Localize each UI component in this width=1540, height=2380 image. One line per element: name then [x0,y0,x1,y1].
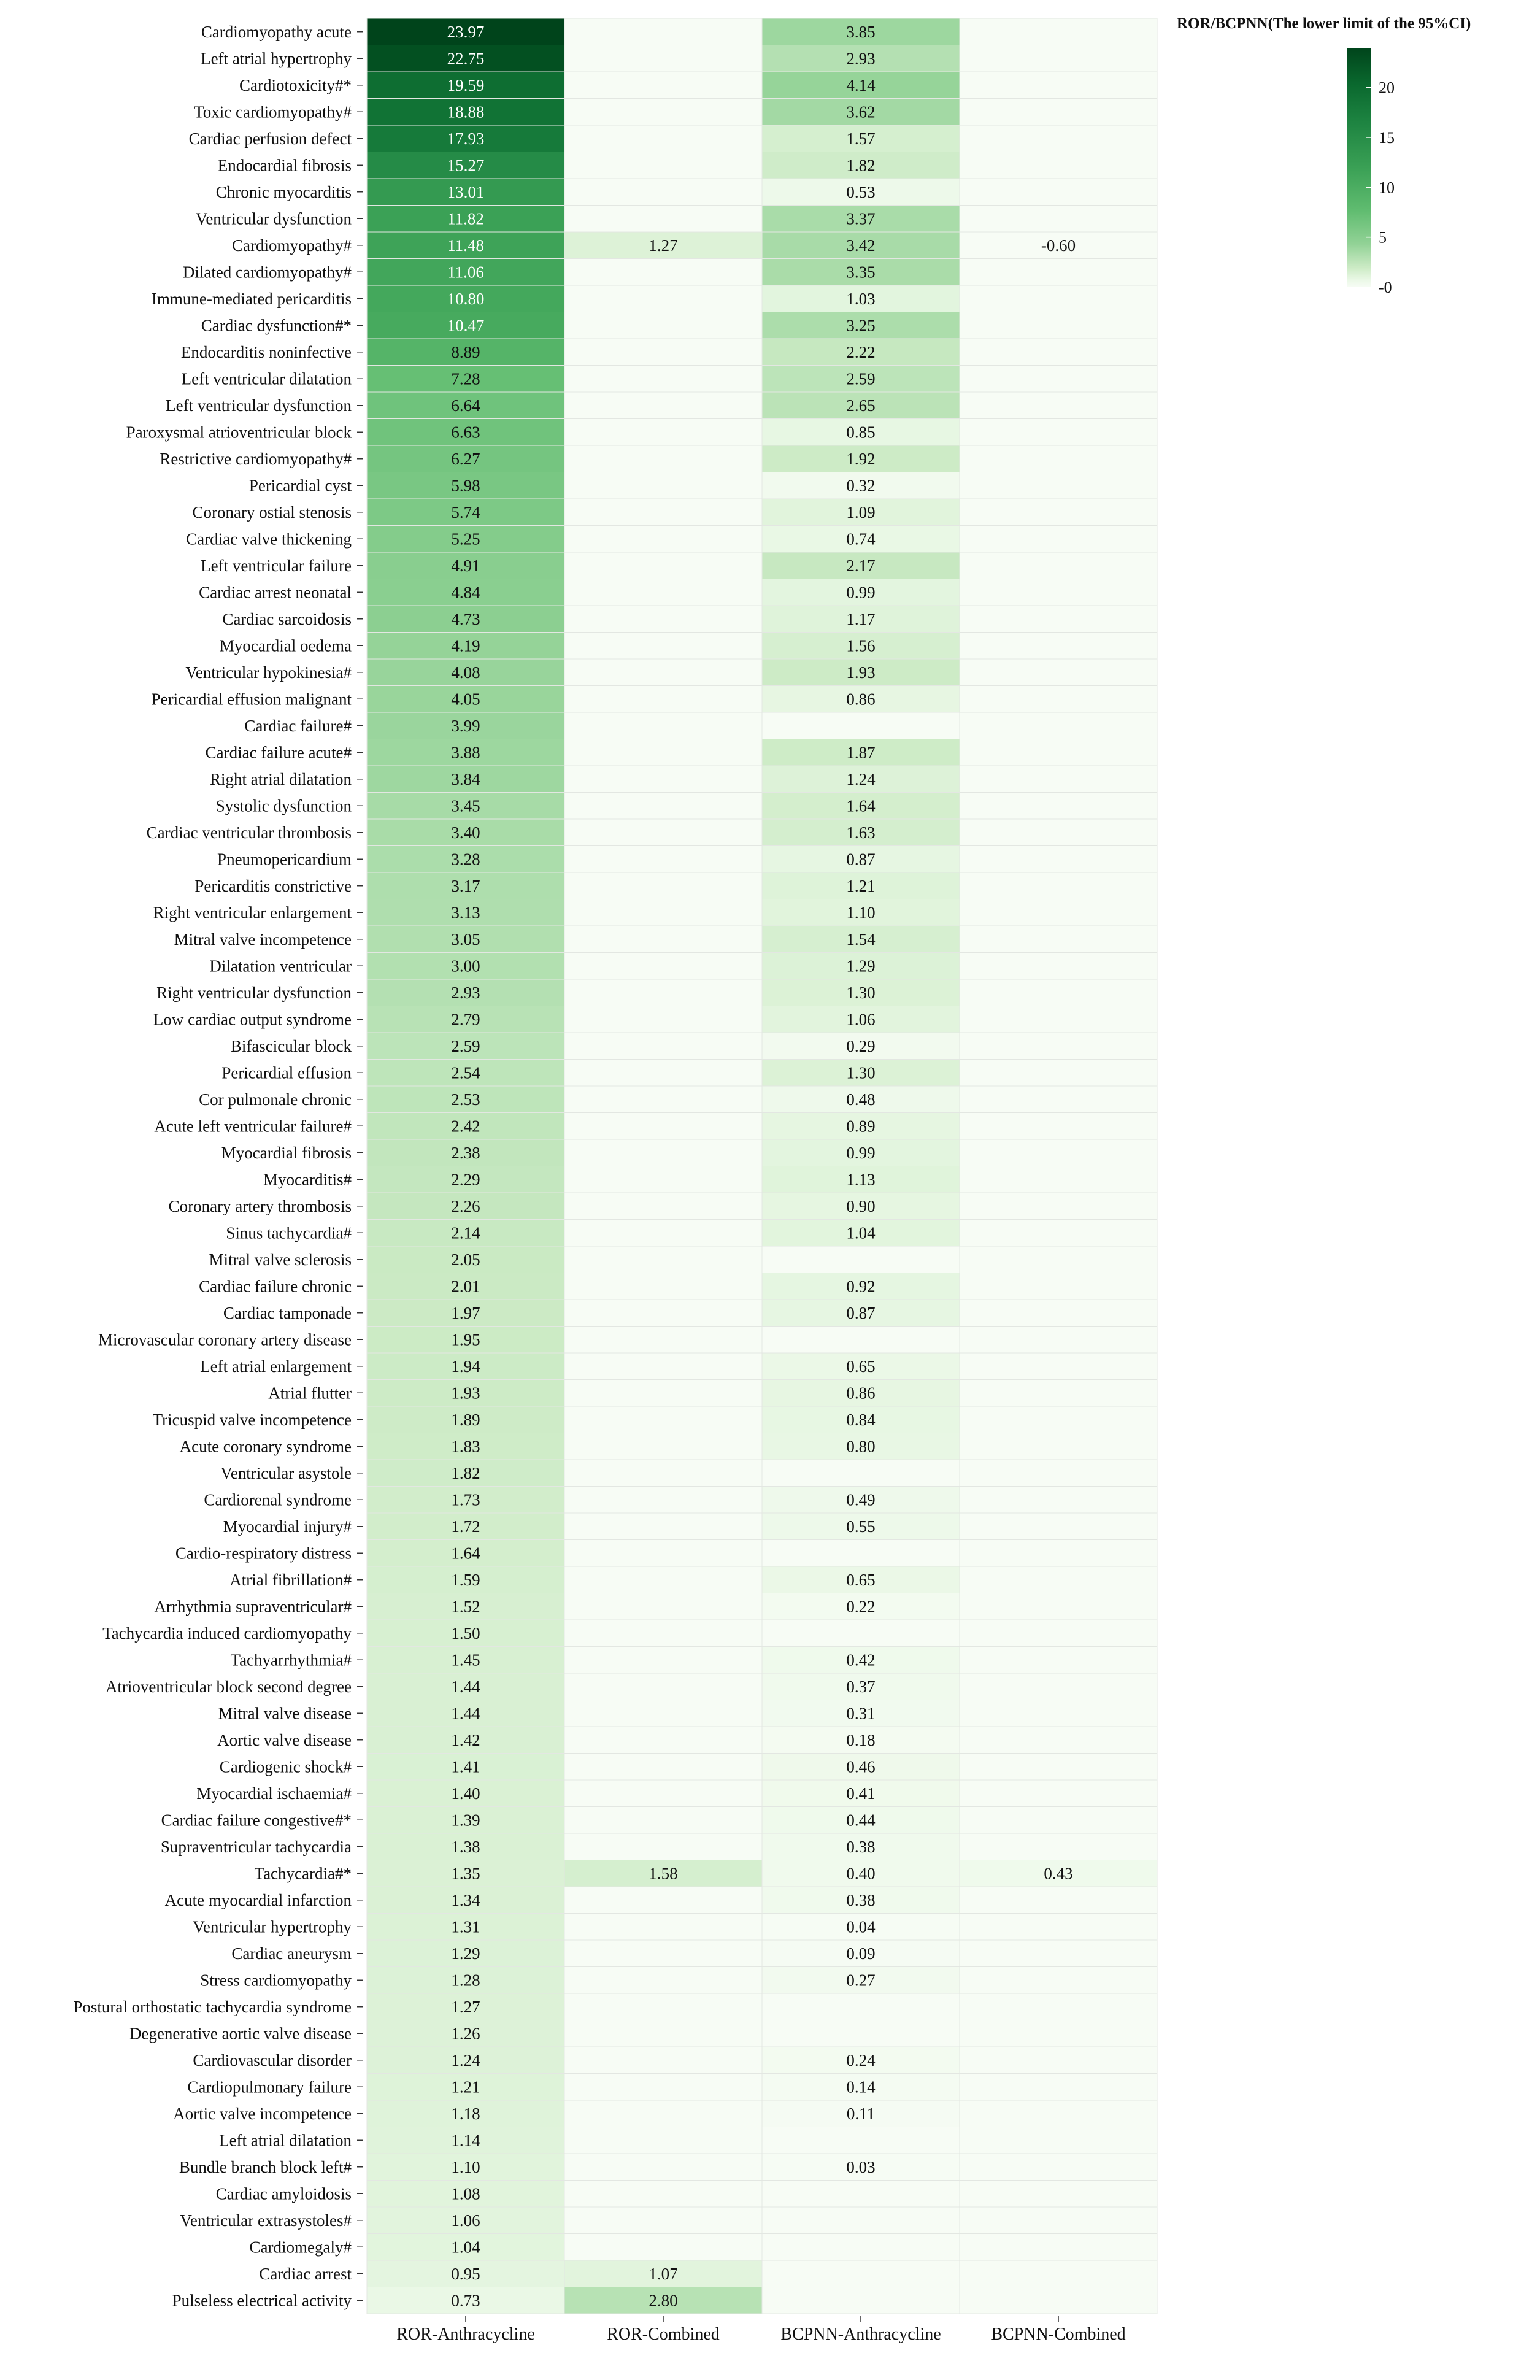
row-label: Bifascicular block [230,1036,352,1055]
cell-value: 1.30 [846,983,876,1002]
cell-value: 1.18 [451,2104,480,2123]
row-label: Aortic valve incompetence [173,2104,352,2123]
row-label: Cardiac failure congestive#* [161,1811,352,1830]
row-label: Immune-mediated pericarditis [151,289,352,308]
cell-value: 1.95 [451,1330,480,1349]
cell-value: 1.38 [451,1837,480,1856]
row-label: Mitral valve disease [218,1704,352,1723]
cell-value: 0.86 [846,1384,876,1403]
cell-value: 11.82 [447,209,484,228]
cell-value: 17.93 [447,129,485,148]
cell-value: -0.60 [1041,236,1076,255]
cell-value: 1.82 [451,1463,480,1482]
cell-value: 2.59 [451,1036,480,1055]
row-label: Mitral valve incompetence [174,930,352,949]
cell-value: 0.03 [846,2157,876,2176]
cell-value: 19.59 [447,75,485,94]
row-label: Cardiogenic shock# [219,1757,352,1776]
row-label: Atrial fibrillation# [229,1570,352,1589]
row-label: Atrial flutter [268,1384,352,1403]
cell-value: 1.42 [451,1730,480,1749]
row-label: Pulseless electrical activity [172,2291,352,2310]
cell-value: 0.99 [846,583,876,602]
colorbar-tick-label: 5 [1379,228,1387,247]
cell-value: 1.58 [649,1864,678,1883]
cell-value: 0.65 [846,1357,876,1376]
row-label: Stress cardiomyopathy [200,1971,352,1990]
cell-value: 0.42 [846,1650,876,1669]
row-label: Pericardial effusion malignant [151,690,352,709]
row-label: Paroxysmal atrioventricular block [126,423,352,442]
cell-value: 1.35 [451,1864,480,1883]
cell-value: 1.44 [451,1677,480,1696]
cell-value: 3.88 [451,743,480,762]
row-label: Cardiac valve thickening [186,530,352,549]
cell-value: 0.74 [846,530,876,549]
cell-value: 1.45 [451,1650,480,1669]
cell-value: 1.13 [846,1170,876,1189]
row-label: Coronary artery thrombosis [168,1196,352,1215]
cell-value: 4.08 [451,663,480,682]
row-label: Cardiac failure acute# [205,743,352,762]
cell-value: 0.11 [846,2104,876,2123]
cell-value: 1.29 [451,1944,480,1963]
cell-value: 10.47 [447,316,485,335]
cell-value: 0.27 [846,1971,876,1990]
row-label: Atrioventricular block second degree [105,1677,352,1696]
row-label: Myocardial fibrosis [221,1143,352,1162]
cell-value: 0.41 [846,1784,876,1803]
colorbar-tick-label: 10 [1379,179,1395,197]
row-label: Chronic myocarditis [215,182,352,201]
cell-value: 0.87 [846,1303,876,1322]
column-label: BCPNN-Anthracycline [780,2325,941,2344]
row-label: Coronary ostial stenosis [192,503,352,522]
cell-value: 1.94 [451,1357,480,1376]
row-label: Tachycardia#* [254,1864,352,1883]
cell-value: 1.31 [451,1917,480,1936]
cell-value: 1.39 [451,1811,480,1830]
row-label: Cardiovascular disorder [193,2051,352,2070]
cell-value: 0.18 [846,1730,876,1749]
cell-value: 1.73 [451,1490,480,1509]
cell-value: 6.63 [451,423,480,442]
row-label: Cardiac tamponade [223,1303,352,1322]
cell-value: 2.05 [451,1250,480,1269]
row-label: Right ventricular enlargement [153,903,352,922]
row-label: Cardiac aneurysm [231,1944,352,1963]
cell-value: 1.04 [846,1223,876,1242]
cell-value: 23.97 [447,22,485,41]
row-label: Cardiomyopathy# [232,236,352,255]
cell-value: 3.40 [451,823,480,842]
cell-value: 2.80 [649,2291,678,2310]
colorbar-title: ROR/BCPNN(The lower limit of the 95%CI) [1177,15,1471,32]
cell-value: 4.19 [451,636,480,655]
row-label: Cardio-respiratory distress [175,1544,352,1563]
cell-value: 1.50 [451,1623,480,1643]
cell-value: 11.48 [447,236,484,255]
cell-value: 4.05 [451,690,480,709]
cell-value: 0.49 [846,1490,876,1509]
row-label: Left atrial enlargement [200,1357,352,1376]
row-label: Low cardiac output syndrome [153,1010,352,1029]
cell-value: 18.88 [447,102,485,121]
cell-value: 2.29 [451,1170,480,1189]
row-label: Ventricular dysfunction [195,209,352,228]
row-label: Myocardial ischaemia# [196,1784,352,1803]
row-label: Acute coronary syndrome [179,1437,352,1456]
cell-value: 13.01 [447,182,485,201]
row-label: Cardiac sarcoidosis [222,609,352,628]
row-label: Cardiorenal syndrome [204,1490,352,1509]
cell-value: 15.27 [447,156,485,175]
row-label: Systolic dysfunction [215,796,352,815]
cell-value: 3.28 [451,850,480,869]
cell-value: 0.85 [846,423,876,442]
row-label: Myocardial injury# [223,1517,352,1536]
cell-value: 0.32 [846,476,876,495]
row-label: Arrhythmia supraventricular# [154,1597,352,1616]
row-label: Dilated cardiomyopathy# [182,263,352,282]
row-label: Degenerative aortic valve disease [129,2024,352,2043]
row-label: Pericardial effusion [221,1063,352,1082]
cell-value: 3.85 [846,22,876,41]
row-label: Ventricular hypertrophy [193,1917,352,1936]
cell-value: 2.54 [451,1063,480,1082]
cell-value: 2.26 [451,1196,480,1215]
cell-value: 1.41 [451,1757,480,1776]
cell-value: 3.45 [451,796,480,815]
cell-value: 0.90 [846,1196,876,1215]
cell-value: 7.28 [451,369,480,388]
cell-value: 6.64 [451,396,480,415]
row-label: Cardiac failure# [244,716,352,735]
row-label: Myocardial oedema [219,636,352,655]
colorbar-tick-label: 15 [1379,128,1395,147]
cell-value: 1.07 [649,2264,678,2283]
cell-value: 1.30 [846,1063,876,1082]
cell-value: 1.72 [451,1517,480,1536]
cell-value: 0.95 [451,2264,480,2283]
cell-value: 1.21 [451,2078,480,2097]
cell-value: 1.64 [846,796,876,815]
cell-value: 4.84 [451,583,480,602]
row-label: Cardiac arrest [259,2264,352,2283]
cell-value: 10.80 [447,289,485,308]
cell-value: 3.13 [451,903,480,922]
cell-value: 3.25 [846,316,876,335]
cell-value: 2.79 [451,1010,480,1029]
cell-value: 0.44 [846,1811,876,1830]
cell-value: 1.06 [451,2211,480,2230]
cell-value: 22.75 [447,49,485,68]
cell-value: 1.44 [451,1704,480,1723]
row-label: Mitral valve sclerosis [209,1250,352,1269]
cell-value: 8.89 [451,342,480,361]
row-label: Left atrial dilatation [219,2131,352,2150]
cell-value: 1.40 [451,1784,480,1803]
cell-value: 1.14 [451,2131,480,2150]
row-label: Restrictive cardiomyopathy# [160,449,352,468]
cell-value: 1.27 [451,1997,480,2016]
cell-value: 2.17 [846,556,876,575]
cell-value: 1.54 [846,930,876,949]
row-label: Endocardial fibrosis [217,156,352,175]
row-label: Cardiopulmonary failure [187,2078,352,2097]
cell-value: 1.93 [451,1384,480,1403]
colorbar-tick-label: 20 [1379,79,1395,97]
cell-value: 1.52 [451,1597,480,1616]
row-label: Pericarditis constrictive [194,876,352,895]
row-label: Aortic valve disease [217,1730,352,1749]
cell-value: 1.03 [846,289,876,308]
cell-value: 0.22 [846,1597,876,1616]
cell-value: 1.26 [451,2024,480,2043]
row-label: Tachyarrhythmia# [230,1650,352,1669]
row-label: Cardiomegaly# [249,2238,352,2257]
cell-value: 1.28 [451,1971,480,1990]
cell-value: 0.99 [846,1143,876,1162]
cell-value: 1.63 [846,823,876,842]
cell-value: 3.00 [451,957,480,976]
cell-value: 1.92 [846,449,876,468]
row-label: Supraventricular tachycardia [160,1837,352,1856]
cell-value: 2.01 [451,1277,480,1296]
cell-value: 3.84 [451,769,480,788]
cell-value: 1.08 [451,2184,480,2203]
row-label: Microvascular coronary artery disease [98,1330,352,1349]
cell-value: 1.64 [451,1544,480,1563]
cell-value: 0.14 [846,2078,876,2097]
cell-value: 0.40 [846,1864,876,1883]
cell-value: 5.74 [451,503,480,522]
row-label: Cardiac failure chronic [199,1277,352,1296]
cell-value: 3.99 [451,716,480,735]
cell-value: 0.86 [846,690,876,709]
row-label: Left ventricular dilatation [181,369,352,388]
cell-value: 0.04 [846,1917,876,1936]
cell-value: 0.92 [846,1277,876,1296]
cell-value: 1.09 [846,503,876,522]
row-label: Cardiac arrest neonatal [199,583,352,602]
cell-value: 3.42 [846,236,876,255]
cell-value: 1.10 [846,903,876,922]
cell-value: 0.09 [846,1944,876,1963]
cell-value: 0.38 [846,1890,876,1909]
row-label: Left ventricular failure [201,556,352,575]
row-label: Left atrial hypertrophy [201,49,352,68]
cell-value: 0.48 [846,1090,876,1109]
cell-value: 1.97 [451,1303,480,1322]
cell-value: 3.37 [846,209,876,228]
cell-value: 0.87 [846,850,876,869]
cell-value: 3.62 [846,102,876,121]
cell-value: 0.31 [846,1704,876,1723]
cell-value: 5.98 [451,476,480,495]
row-label: Pericardial cyst [248,476,352,495]
cell-value: 1.21 [846,876,876,895]
column-label: BCPNN-Combined [991,2325,1126,2344]
cell-value: 6.27 [451,449,480,468]
cell-value: 1.56 [846,636,876,655]
row-label: Cardiac ventricular thrombosis [146,823,352,842]
cell-value: 1.57 [846,129,876,148]
cell-value: 2.38 [451,1143,480,1162]
row-label: Right atrial dilatation [210,769,352,788]
row-label: Sinus tachycardia# [226,1223,352,1242]
row-label: Ventricular asystole [220,1463,352,1482]
cell-value: 0.29 [846,1036,876,1055]
cell-value: 2.53 [451,1090,480,1109]
cell-value: 1.04 [451,2238,480,2257]
row-label: Tachycardia induced cardiomyopathy [102,1623,352,1643]
cell-value: 0.38 [846,1837,876,1856]
row-label: Postural orthostatic tachycardia syndrome [73,1997,352,2016]
column-label: ROR-Combined [607,2325,720,2344]
row-label: Tricuspid valve incompetence [152,1410,352,1429]
cell-value: 0.89 [846,1117,876,1136]
cell-value: 0.53 [846,182,876,201]
cell-value: 1.10 [451,2157,480,2176]
cell-value: 3.05 [451,930,480,949]
cell-value: 1.17 [846,609,876,628]
cell-value: 0.84 [846,1410,876,1429]
cell-value: 0.37 [846,1677,876,1696]
cell-value: 0.43 [1044,1864,1073,1883]
colorbar-tick-label: -0 [1379,279,1392,296]
cell-value: 1.83 [451,1437,480,1456]
cell-value: 0.80 [846,1437,876,1456]
cell-value: 1.59 [451,1570,480,1589]
cell-value: 2.93 [451,983,480,1002]
cell-value: 2.22 [846,342,876,361]
cell-value: 4.73 [451,609,480,628]
row-label: Cardiac perfusion defect [188,129,352,148]
row-label: Left ventricular dysfunction [166,396,352,415]
cell-value: 1.34 [451,1890,480,1909]
cell-value: 0.46 [846,1757,876,1776]
row-label: Myocarditis# [263,1170,352,1189]
cell-value: 0.65 [846,1570,876,1589]
cell-value: 4.14 [846,75,876,94]
cell-value: 2.93 [846,49,876,68]
row-label: Cardiotoxicity#* [239,75,352,94]
cell-value: 4.91 [451,556,480,575]
cell-value: 1.06 [846,1010,876,1029]
cell-value: 1.27 [649,236,678,255]
cell-value: 0.24 [846,2051,876,2070]
cell-value: 2.65 [846,396,876,415]
column-label: ROR-Anthracycline [396,2325,535,2344]
cell-value: 1.82 [846,156,876,175]
cell-value: 2.42 [451,1117,480,1136]
cell-value: 0.73 [451,2291,480,2310]
row-label: Toxic cardiomyopathy# [194,102,352,121]
row-label: Ventricular hypokinesia# [185,663,352,682]
cell-value: 3.35 [846,263,876,282]
cell-value: 2.14 [451,1223,480,1242]
cell-value: 0.55 [846,1517,876,1536]
cell-value: 3.17 [451,876,480,895]
row-label: Bundle branch block left# [179,2157,352,2176]
row-label: Cardiac amyloidosis [215,2184,352,2203]
row-label: Ventricular extrasystoles# [180,2211,352,2230]
row-label: Right ventricular dysfunction [156,983,352,1002]
cell-value: 1.24 [846,769,876,788]
row-label: Dilatation ventricular [209,957,352,976]
row-label: Endocarditis noninfective [180,342,352,361]
row-label: Acute myocardial infarction [164,1890,352,1909]
row-label: Cor pulmonale chronic [199,1090,352,1109]
cell-value: 1.87 [846,743,876,762]
cell-value: 5.25 [451,530,480,549]
colorbar [1347,48,1371,287]
cell-value: 11.06 [447,263,484,282]
row-label: Pneumopericardium [217,850,352,869]
row-label: Cardiac dysfunction#* [201,316,352,335]
cell-value: 1.89 [451,1410,480,1429]
row-label: Cardiomyopathy acute [201,22,352,41]
cell-value: 2.59 [846,369,876,388]
row-label: Acute left ventricular failure# [154,1117,352,1136]
cell-value: 1.29 [846,957,876,976]
cell-value: 1.24 [451,2051,480,2070]
cell-value: 1.93 [846,663,876,682]
